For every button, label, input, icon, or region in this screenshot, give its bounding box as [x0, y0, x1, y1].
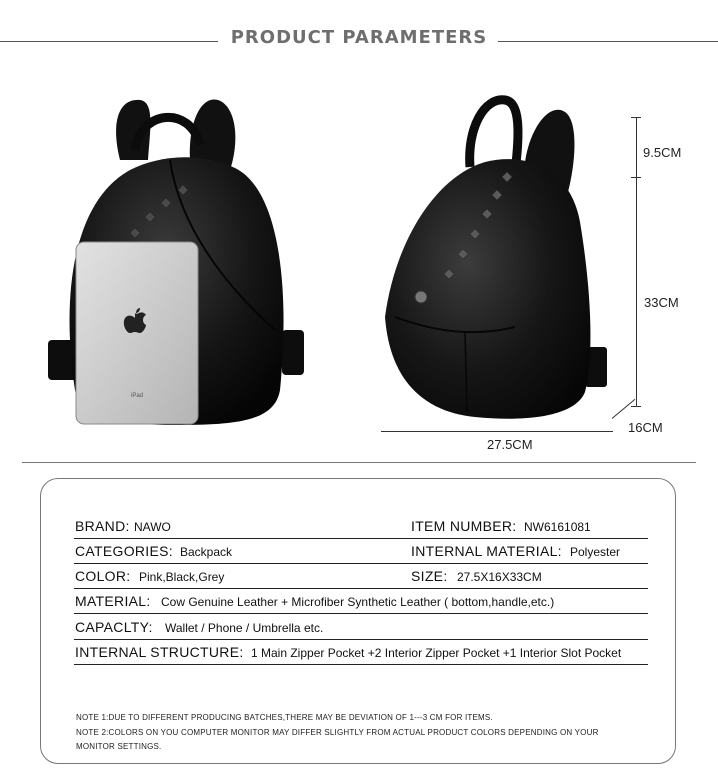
categories-value: Backpack: [180, 545, 233, 559]
tablet-label: iPad: [130, 393, 144, 399]
capacity-value: Wallet / Phone / Umbrella etc.: [165, 621, 324, 635]
backpack-side-photo: [375, 92, 615, 432]
dimension-tick-bottom: [631, 406, 641, 407]
dimension-tick-top: [631, 117, 641, 118]
color-value: Pink,Black,Grey: [139, 570, 225, 584]
spec-row-1: [74, 514, 648, 539]
dimension-line-depth: [612, 399, 636, 419]
internal-material-label: INTERNAL MATERIAL:: [411, 543, 562, 559]
material-value: Cow Genuine Leather + Microfiber Synthetic Leather ( bottom,handle,etc.): [161, 595, 555, 609]
page-title: PRODUCT PARAMETERS: [230, 27, 488, 48]
dimension-tick-mid: [631, 177, 641, 178]
brand-value: NAWO: [134, 520, 171, 534]
note-1: NOTE 1:DUE TO DIFFERENT PRODUCING BATCHES,THERE MAY BE DEVIATION OF 1---3 CM FOR ITEMS.: [76, 713, 493, 722]
size-label: SIZE:: [411, 568, 448, 584]
dimension-width: 27.5CM: [487, 437, 533, 452]
material-label: MATERIAL:: [75, 593, 151, 609]
categories-label: CATEGORIES:: [75, 543, 173, 559]
spec-row-3: [74, 564, 648, 589]
item-number-label: ITEM NUMBER:: [411, 518, 517, 534]
size-value: 27.5X16X33CM: [457, 570, 542, 584]
spec-row-4: [74, 589, 648, 614]
dimension-height-main: 33CM: [644, 295, 679, 310]
dimension-line-vertical: [636, 117, 637, 407]
internal-structure-value: 1 Main Zipper Pocket +2 Interior Zipper Pocket +1 Interior Slot Pocket: [251, 646, 622, 660]
color-label: COLOR:: [75, 568, 131, 584]
note-2-continued: MONITOR SETTINGS.: [76, 742, 162, 751]
note-2: NOTE 2:COLORS ON YOU COMPUTER MONITOR MAY DIFFER SLIGHTLY FROM ACTUAL PRODUCT COLORS DEPENDING ON YOUR: [76, 728, 599, 737]
spec-row-5: [74, 615, 648, 640]
section-separator: [22, 462, 696, 463]
internal-structure-label: INTERNAL STRUCTURE:: [75, 644, 244, 660]
capacity-label: CAPACLTY:: [75, 619, 153, 635]
header-rule-right: [498, 41, 718, 42]
backpack-front-photo: [40, 90, 310, 435]
dimension-height-top: 9.5CM: [643, 145, 682, 160]
item-number-value: NW6161081: [524, 520, 591, 534]
dimension-line-width: [381, 431, 613, 432]
brand-label: BRAND:: [75, 518, 130, 534]
spec-row-6: [74, 640, 648, 665]
dimension-depth: 16CM: [628, 420, 663, 435]
spec-row-2: [74, 539, 648, 564]
internal-material-value: Polyester: [570, 545, 621, 559]
